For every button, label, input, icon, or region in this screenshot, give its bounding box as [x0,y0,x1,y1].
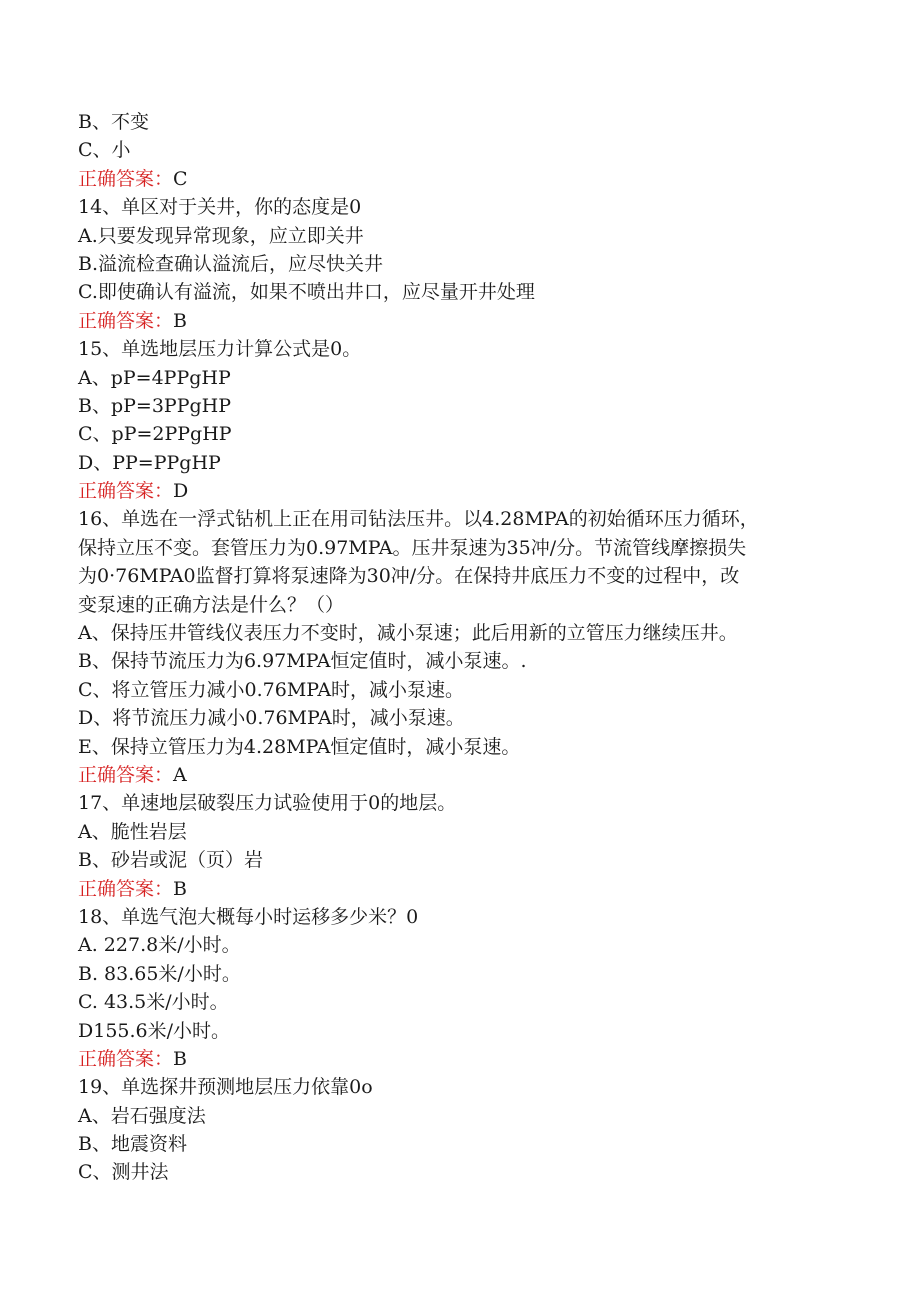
option-line: A、保持压井管线仪表压力不变时，减小泵速；此后用新的立管压力继续压井。 [78,622,738,645]
option-line: A、岩石强度法 [78,1104,206,1127]
question-stem: 为0·76MPA0监督打算将泵速降为30冲/分。在保持井底压力不变的过程中，改 [78,565,740,588]
option-line: D、PP=PPgHP [78,451,221,474]
answer-line [78,307,838,335]
question-stem: 16、单选在一浮式钻机上正在用司钻法压井。以4.28MPA的初始循环压力循环， [78,508,759,531]
option-line: E、保持立管压力为4.28MPA恒定值时，减小泵速。 [78,735,521,758]
option-line: D155.6米/小时。 [78,1019,231,1042]
option-line: C、将立管压力减小0.76MPA时，减小泵速。 [78,678,465,701]
answer-line [78,761,838,789]
answer-label: 正确答案： [78,763,174,786]
option-line: A. 227.8米/小时。 [78,934,241,957]
question-stem: 变泵速的正确方法是什么？（） [78,593,345,616]
option-line: C. 43.5米/小时。 [78,991,229,1014]
answer-line [78,875,838,903]
question-stem: 14、单区对于关井，你的态度是0 [78,196,362,219]
answer-label: 正确答案： [78,877,174,900]
option-line: B、砂岩或泥（页）岩 [78,849,263,872]
option-line: B、pP=3PPgHP [78,394,232,417]
answer-label: 正确答案： [78,480,174,503]
answer-label: 正确答案： [78,167,174,190]
option-line: C、测井法 [78,1161,169,1184]
answer-line [78,165,838,193]
answer-line [78,477,838,505]
option-line: C、pP=2PPgHP [78,423,232,446]
question-stem: 19、单选探井预测地层压力依靠0o [78,1076,373,1099]
option-line: B、地震资料 [78,1133,187,1156]
answer-value: A [173,763,187,786]
answer-line [78,1045,838,1073]
option-line: B、不变 [78,111,149,133]
answer-label: 正确答案： [78,1047,174,1070]
answer-value: B [173,309,187,332]
option-line: C、小 [78,139,131,162]
answer-value: B [173,1047,187,1070]
question-stem: 保持立压不变。套管压力为0.97MPA。压井泵速为35冲/分。节流管线摩擦损失 [78,536,747,559]
question-stem: 17、单速地层破裂压力试验使用于0的地层。 [78,792,457,815]
option-line: B. 83.65米/小时。 [78,962,241,985]
option-line: B.溢流检查确认溢流后，应尽快关井 [78,252,384,275]
option-line: B、保持节流压力为6.97MPA恒定值时，减小泵速。. [78,650,527,673]
option-line: A、pP=4PPgHP [78,366,231,389]
answer-label: 正确答案： [78,309,174,332]
answer-value: B [173,877,187,900]
option-line: A、脆性岩层 [78,820,187,843]
answer-value: D [173,480,189,503]
answer-value: C [173,167,188,190]
option-line: C.即使确认有溢流，如果不喷出井口，应尽量开井处理 [78,281,535,304]
option-line: D、将节流压力减小0.76MPA时，减小泵速。 [78,707,465,730]
question-stem: 18、单选气泡大概每小时运移多少米？0 [78,905,419,928]
document-page [78,108,838,1187]
option-line: A.只要发现异常现象，应立即关井 [78,224,364,247]
question-stem: 15、单选地层压力计算公式是0。 [78,338,362,361]
